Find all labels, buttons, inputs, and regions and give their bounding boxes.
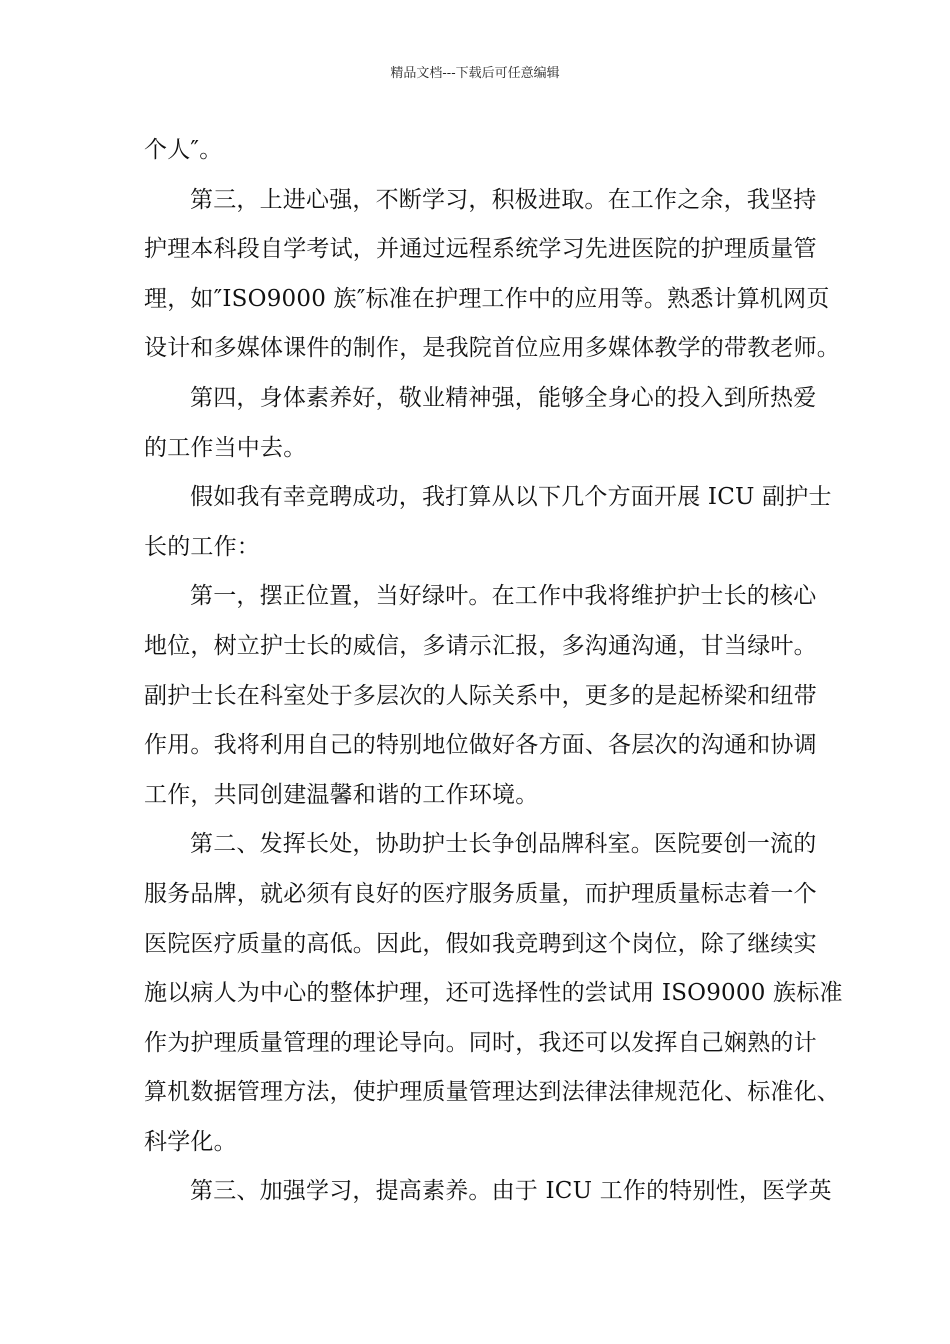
text-line: 的工作当中去。 — [144, 434, 307, 461]
text-line: 第一，摆正位置，当好绿叶。在工作中我将维护护士长的核心 — [190, 583, 817, 610]
text-line: 作用。我将利用自己的特别地位做好各方面、各层次的沟通和协调 — [144, 732, 817, 759]
text-line: 假如我有幸竞聘成功，我打算从以下几个方面开展 ICU 副护士 — [190, 484, 832, 511]
text-line: 个人″。 — [144, 137, 223, 163]
text-line: 医院医疗质量的高低。因此，假如我竞聘到这个岗位，除了继续实 — [144, 930, 817, 957]
text-line: 地位，树立护士长的威信，多请示汇报，多沟通沟通，甘当绿叶。 — [144, 632, 817, 659]
page-header: 精品文档---下载后可任意编辑 — [390, 66, 560, 81]
text-line: 理，如″ISO9000 族″标准在护理工作中的应用等。熟悉计算机网页 — [144, 285, 830, 312]
text-line: 服务品牌，就必须有良好的医疗服务质量，而护理质量标志着一个 — [144, 880, 817, 907]
text-line: 副护士长在科室处于多层次的人际关系中，更多的是起桥梁和纽带 — [144, 682, 817, 709]
text-line: 第二、发挥长处，协助护士长争创品牌科室。医院要创一流的 — [190, 831, 817, 858]
text-line: 第三，上进心强，不断学习，积极进取。在工作之余，我坚持 — [190, 186, 817, 213]
text-line: 科学化。 — [144, 1128, 237, 1155]
text-line: 施以病人为中心的整体护理，还可选择性的尝试用 ISO9000 族标准 — [144, 980, 843, 1007]
document-body — [144, 126, 843, 1217]
text-line: 长的工作： — [144, 533, 260, 560]
text-line: 作为护理质量管理的理论导向。同时，我还可以发挥自己娴熟的计 — [144, 1029, 817, 1056]
text-line: 工作，共同创建温馨和谐的工作环境。 — [144, 781, 539, 808]
text-line: 设计和多媒体课件的制作，是我院首位应用多媒体教学的带教老师。 — [144, 335, 840, 362]
text-line: 护理本科段自学考试，并通过远程系统学习先进医院的护理质量管 — [144, 236, 817, 263]
text-line: 算机数据管理方法，使护理质量管理达到法律法律规范化、标准化、 — [144, 1079, 840, 1106]
text-line: 第四，身体素养好，敬业精神强，能够全身心的投入到所热爱 — [190, 384, 817, 411]
text-line: 第三、加强学习，提高素养。由于 ICU 工作的特别性，医学英 — [190, 1178, 832, 1205]
